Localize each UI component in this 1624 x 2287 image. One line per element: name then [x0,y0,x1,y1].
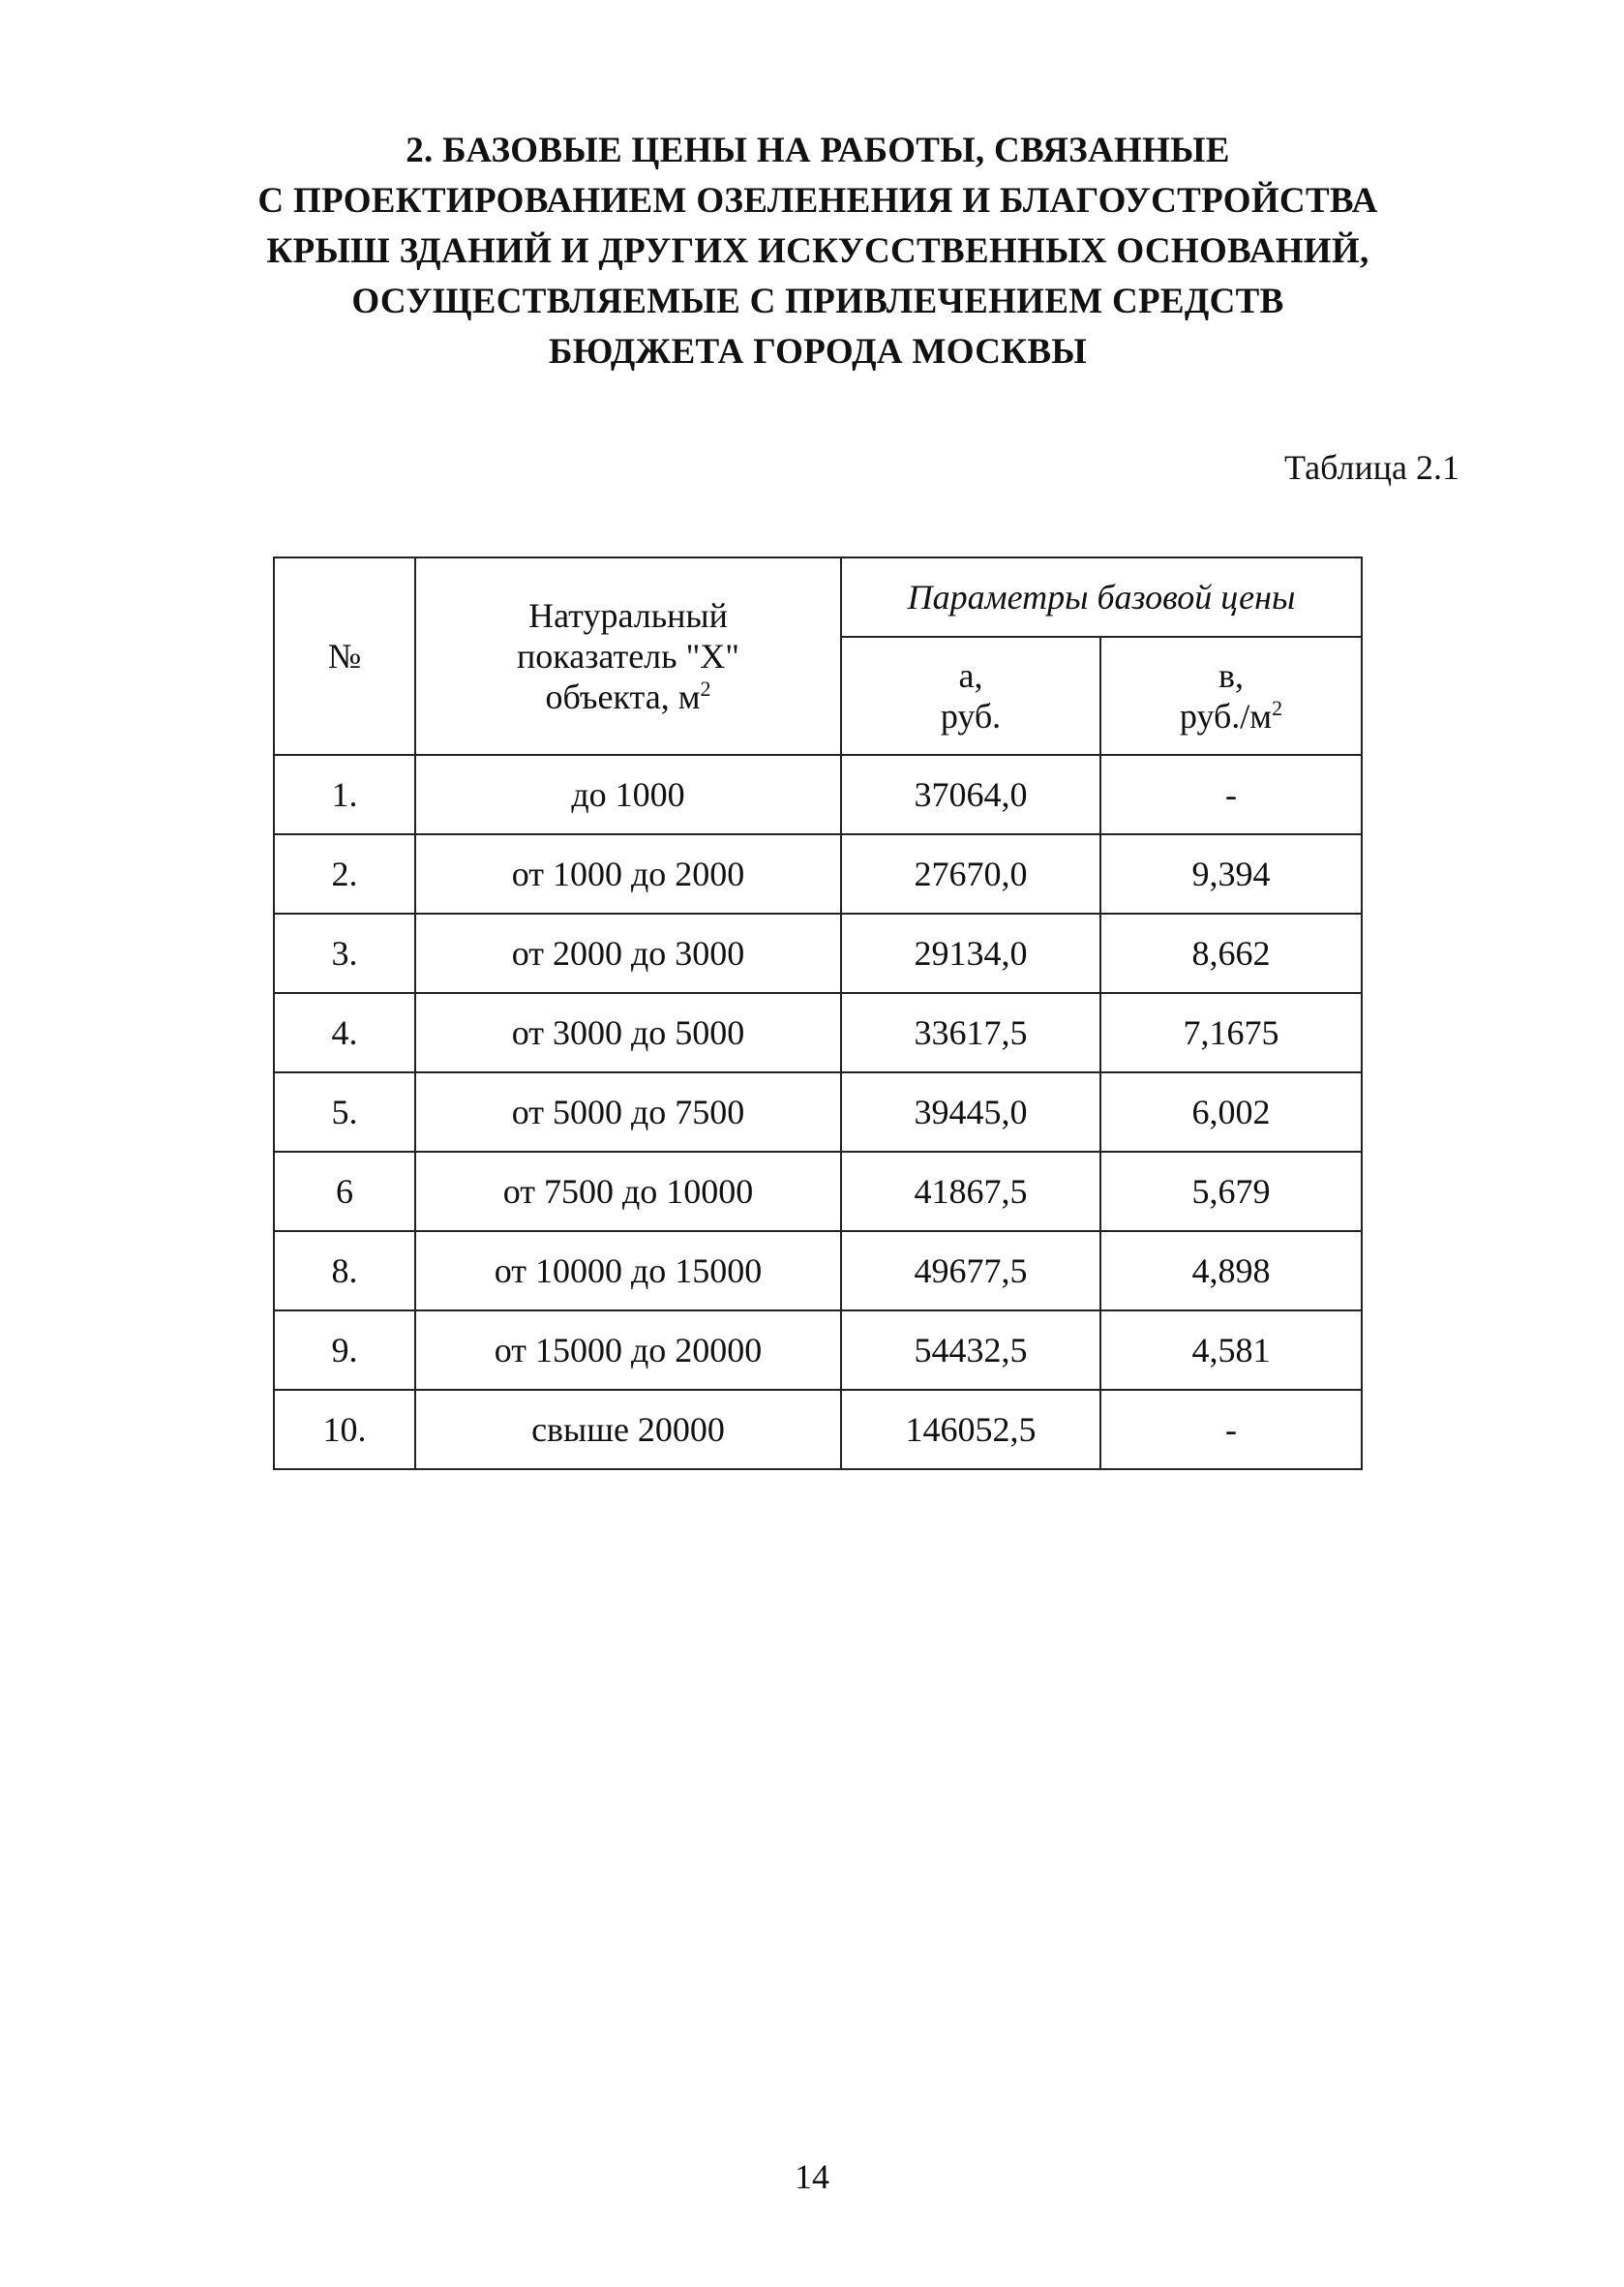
page-number: 14 [795,2157,829,2196]
cell-number: 5. [274,1072,415,1152]
cell-range: от 10000 до 15000 [415,1231,841,1310]
header-indicator-sup: 2 [700,677,711,701]
cell-a: 49677,5 [841,1231,1100,1310]
cell-b: - [1100,1390,1362,1469]
cell-number: 6 [274,1152,415,1231]
cell-b: 9,394 [1100,834,1362,914]
cell-a: 54432,5 [841,1310,1100,1390]
table-caption: Таблица 2.1 [1284,448,1459,487]
cell-a: 146052,5 [841,1390,1100,1469]
cell-b: 7,1675 [1100,993,1362,1072]
header-indicator-line: Натуральный [528,596,728,635]
header-indicator-line: показатель "X" [517,637,739,676]
table-header-row [274,557,1362,637]
cell-number: 1. [274,755,415,834]
cell-number: 10. [274,1390,415,1469]
table-row [274,1310,1362,1390]
header-indicator [415,557,841,755]
heading-line: БЮДЖЕТА ГОРОДА МОСКВЫ [548,332,1088,372]
table-row [274,755,1362,834]
header-a-line: а, [958,656,983,695]
cell-b: 5,679 [1100,1152,1362,1231]
cell-range: до 1000 [415,755,841,834]
header-a-line: руб. [940,697,1002,736]
heading-line: ОСУЩЕСТВЛЯЕМЫЕ С ПРИВЛЕЧЕНИЕМ СРЕДСТВ [351,282,1284,321]
cell-a: 37064,0 [841,755,1100,834]
cell-number: 2. [274,834,415,914]
cell-a: 29134,0 [841,914,1100,993]
cell-range: свыше 20000 [415,1390,841,1469]
cell-b: 4,898 [1100,1231,1362,1310]
table-row [274,1231,1362,1310]
table-row [274,1390,1362,1469]
header-indicator-line: объекта, м [545,677,701,716]
table-row [274,914,1362,993]
price-table [273,557,1363,1470]
cell-a: 39445,0 [841,1072,1100,1152]
cell-a: 33617,5 [841,993,1100,1072]
heading-line: 2. БАЗОВЫЕ ЦЕНЫ НА РАБОТЫ, СВЯЗАННЫЕ [406,131,1230,170]
header-number: № [274,557,415,755]
cell-b: 4,581 [1100,1310,1362,1390]
table-row [274,1152,1362,1231]
header-b-line: в, [1218,656,1244,695]
heading-line: КРЫШ ЗДАНИЙ И ДРУГИХ ИСКУССТВЕННЫХ ОСНОВАНИЙ, [266,231,1369,271]
heading-line: С ПРОЕКТИРОВАНИЕМ ОЗЕЛЕНЕНИЯ И БЛАГОУСТРОЙСТВА [257,181,1378,221]
header-b [1100,637,1362,755]
cell-range: от 2000 до 3000 [415,914,841,993]
cell-b: - [1100,755,1362,834]
header-b-sup: 2 [1272,696,1283,720]
table-row [274,834,1362,914]
cell-number: 8. [274,1231,415,1310]
cell-number: 4. [274,993,415,1072]
cell-b: 6,002 [1100,1072,1362,1152]
header-b-line: руб./м [1179,697,1273,736]
cell-number: 3. [274,914,415,993]
document-heading [155,126,1481,377]
cell-range: от 1000 до 2000 [415,834,841,914]
table-row [274,993,1362,1072]
cell-number: 9. [274,1310,415,1390]
header-params: Параметры базовой цены [841,557,1362,637]
cell-range: от 15000 до 20000 [415,1310,841,1390]
cell-b: 8,662 [1100,914,1362,993]
table-row [274,1072,1362,1152]
cell-range: от 7500 до 10000 [415,1152,841,1231]
header-a [841,637,1100,755]
cell-a: 41867,5 [841,1152,1100,1231]
cell-range: от 3000 до 5000 [415,993,841,1072]
cell-range: от 5000 до 7500 [415,1072,841,1152]
cell-a: 27670,0 [841,834,1100,914]
